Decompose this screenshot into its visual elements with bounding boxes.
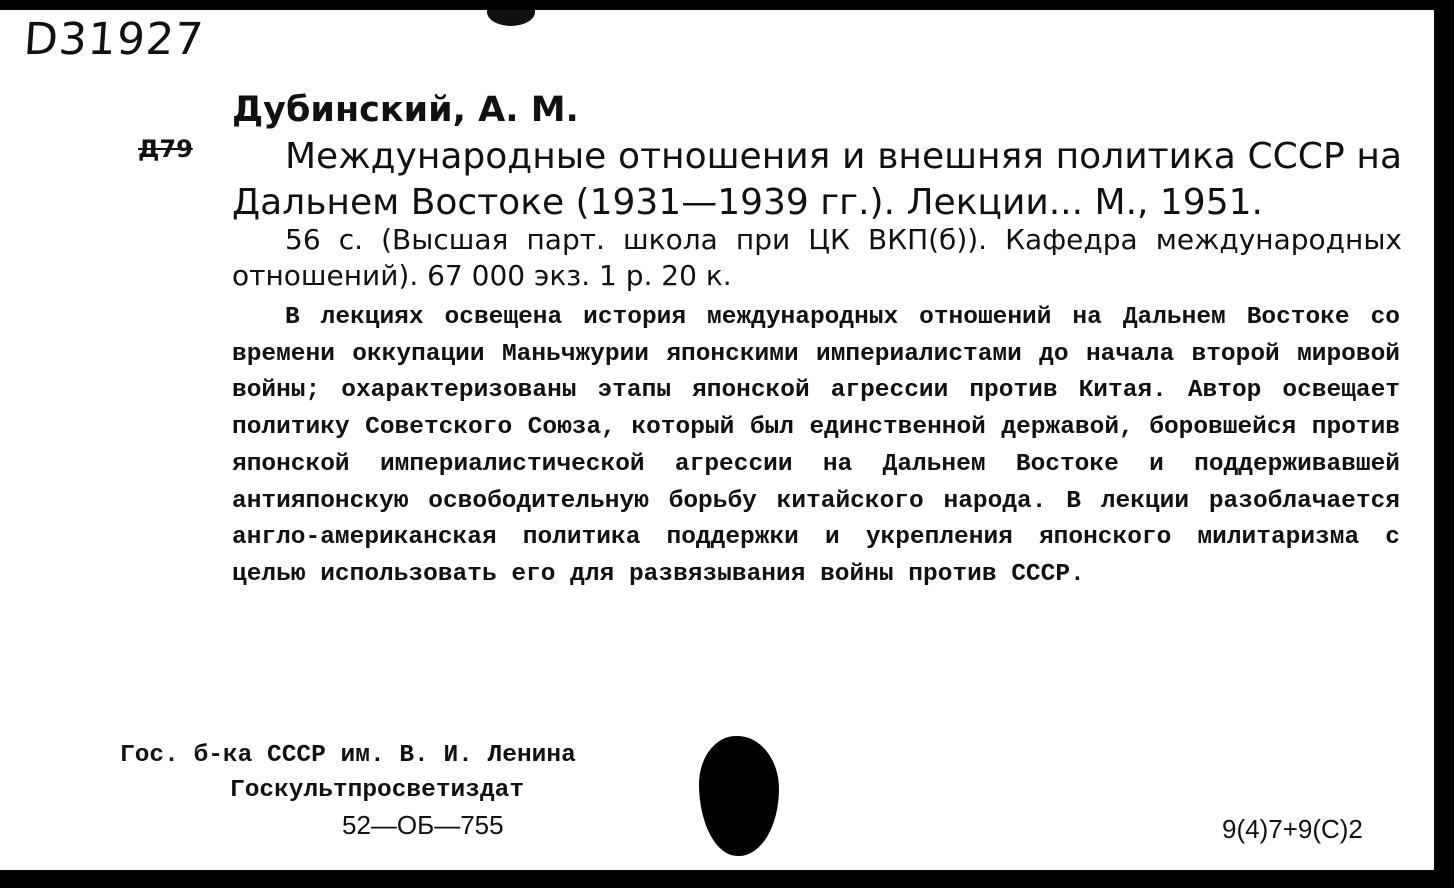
author: Дубинский, А. М. [232,90,579,130]
card-number: 52—ОБ—755 [342,810,504,840]
library-name: Гос. б-ка СССР им. В. И. Ленина [120,742,576,769]
punch-hole [699,736,779,856]
card-edge [1434,0,1454,888]
ink-blot [487,10,535,26]
shelfmark: D31927 [22,14,206,65]
imprint: 56 с. (Высшая парт. школа при ЦК ВКП(б)). Кафедра международных отношений). 67 000 экз. 1 р. 20 к. [232,223,1402,292]
book-title: Международные отношения и внешняя политика СССР на Дальнем Востоке (1931—1939 гг.). Лекции... М., 1951. [232,136,1402,223]
classification-code: 9(4)7+9(С)2 [1222,814,1363,844]
catalog-card [0,10,1437,870]
annotation: В лекциях освещена история международных отношений на Дальнем Востоке со времени оккупации Маньчжурии японскими империалистами до начала второй мировой войны; охарактеризованы этапы японской агрессии против Китая. Автор освещает политику Советского Союза, который был единственной державой, боровшейся против японской империалистической агрессии на Дальнем Востоке и поддерживавшей антияпонскую освободительную борьбу китайского народа. В лекции разоблачается англо-американская политика поддержки и укрепления японского милитаризма с целью использовать его для развязывания войны против СССР. [232,304,1400,588]
library-info [120,738,576,843]
publisher: Госкультпросветиздат [230,777,525,804]
call-number: Д79 [138,135,193,163]
